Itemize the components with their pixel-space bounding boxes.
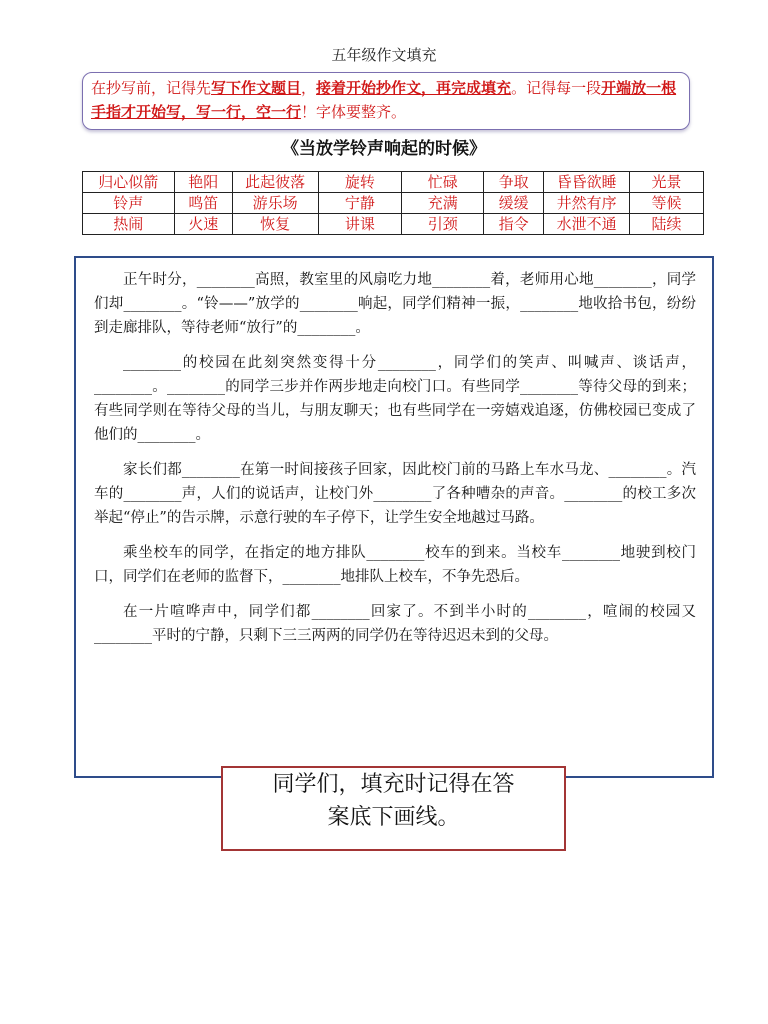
reminder-note-box: [221, 766, 566, 851]
passage-paragraph-2: ________的校园在此刻突然变得十分________，同学们的笑声、叫喊声、谈话声，________。________的同学三步并作两步地走向校门口。有些同学________等待父母的到来；有些同学则在等待父母的当儿，与朋友聊天；也有些同学在一旁嬉戏追逐，仿佛校园已变成了他们的________。: [94, 355, 696, 443]
word-bank-cell: 昏昏欲睡: [544, 172, 630, 193]
passage-box: [74, 256, 714, 778]
word-bank-row: [83, 193, 704, 214]
word-bank-row: [83, 172, 704, 193]
word-bank-cell: 火速: [174, 214, 232, 235]
passage-paragraph-4: 乘坐校车的同学，在指定的地方排队________校车的到来。当校车________地驶到校门口，同学们在老师的监督下，________地排队上校车，不争先恐后。: [94, 545, 696, 585]
word-bank-cell: 铃声: [83, 193, 175, 214]
essay-title: 《当放学铃声响起的时候》: [282, 139, 486, 159]
passage-paragraph-5: 在一片喧哗声中，同学们都________回家了。不到半小时的________，喧闹的校园又________平时的宁静，只剩下三三两两的同学仍在等待迟迟未到的父母。: [94, 604, 696, 644]
document-title: 五年级作文填充: [331, 46, 437, 64]
word-bank-cell: 此起彼落: [232, 172, 318, 193]
word-bank-cell: 充满: [402, 193, 484, 214]
word-bank-cell: 宁静: [318, 193, 402, 214]
instruction-text-4: ！字体要整齐。: [301, 103, 407, 121]
word-bank-cell: 水泄不通: [544, 214, 630, 235]
word-bank-cell: 热闹: [83, 214, 175, 235]
word-bank-cell: 缓缓: [484, 193, 544, 214]
word-bank-cell: 讲课: [318, 214, 402, 235]
word-bank-cell: 引颈: [402, 214, 484, 235]
word-bank-row: [83, 214, 704, 235]
instruction-box: [82, 72, 690, 130]
word-bank-cell: 艳阳: [174, 172, 232, 193]
instruction-emphasis-3: 开端放一根手指才开始写，写一行，空一行: [91, 79, 677, 121]
word-bank-cell: 等候: [630, 193, 704, 214]
instruction-text-3: 。记得每一段: [511, 79, 602, 97]
word-bank-cell: 争取: [484, 172, 544, 193]
word-bank-cell: 光景: [630, 172, 704, 193]
word-bank-cell: 归心似箭: [83, 172, 175, 193]
word-bank-cell: 陆续: [630, 214, 704, 235]
passage-paragraph-3: 家长们都________在第一时间接孩子回家，因此校门前的马路上车水马龙、________。汽车的________声，人们的说话声，让校门外________了各种嘈杂的声音。________的校工多次举起“停止”的告示牌，示意行驶的车子停下，让学生安全地越过马路。: [94, 462, 696, 526]
instruction-text-2: ，: [301, 79, 317, 97]
word-bank-table: [82, 171, 704, 235]
instruction-emphasis-2: 接着开始抄作文，再完成填充: [316, 79, 512, 97]
word-bank-cell: 旋转: [318, 172, 402, 193]
reminder-note-line-2: 案底下画线。: [327, 805, 460, 830]
word-bank-cell: 游乐场: [232, 193, 318, 214]
word-bank-cell: 井然有序: [544, 193, 630, 214]
word-bank-cell: 鸣笛: [174, 193, 232, 214]
instruction-emphasis-1: 写下作文题目: [211, 79, 302, 97]
passage-paragraph-1: 正午时分，________高照，教室里的风扇吃力地________着，老师用心地________，同学们却________。“铃——”放学的________响起，同学们精神一振，________地收拾书包，纷纷到走廊排队，等待老师“放行”的________。: [94, 272, 696, 336]
word-bank-cell: 指令: [484, 214, 544, 235]
instruction-text-1: 在抄写前，记得先: [91, 79, 212, 97]
word-bank-cell: 恢复: [232, 214, 318, 235]
reminder-note-line-1: 同学们，填充时记得在答: [272, 772, 515, 797]
word-bank-cell: 忙碌: [402, 172, 484, 193]
